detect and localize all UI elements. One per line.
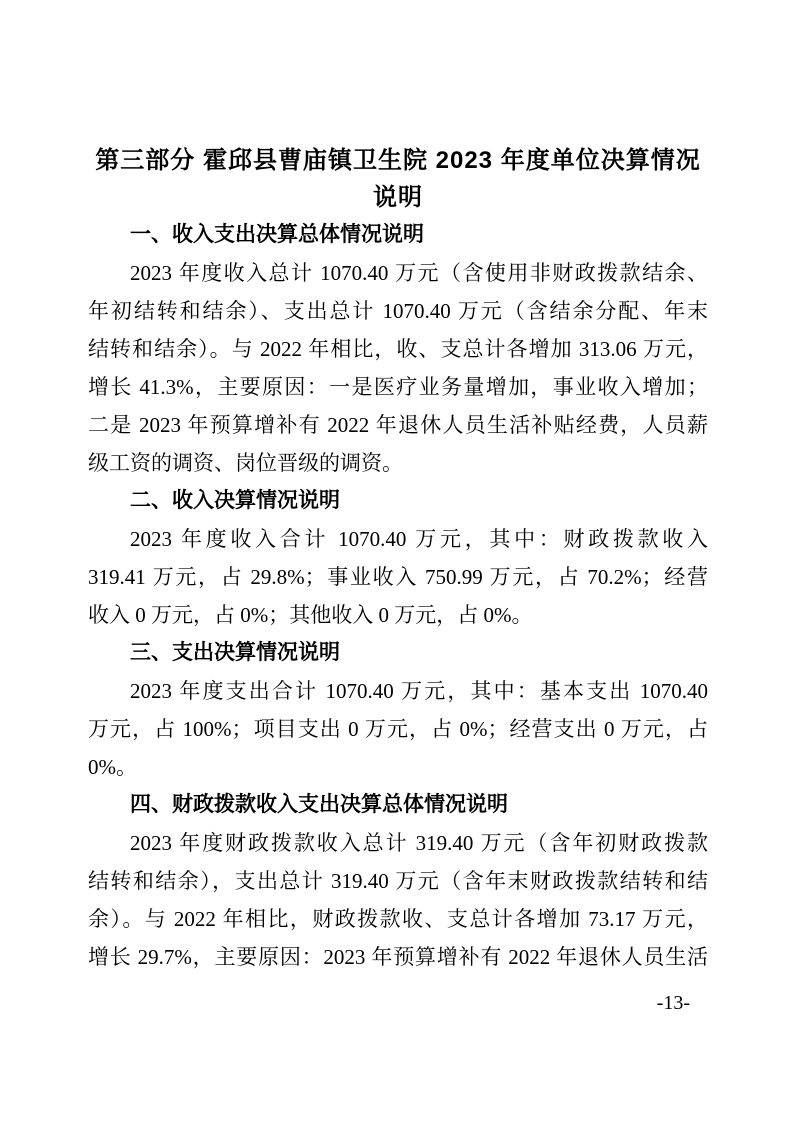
body-line: 结转和结余），支出总计 319.40 万元（含年末财政拨款结转和结 bbox=[88, 869, 708, 893]
section-1-heading: 一、收入支出决算总体情况说明 bbox=[130, 223, 424, 246]
section-income-statement bbox=[88, 482, 708, 634]
body-line: 2023 年度收入合计 1070.40 万元，其中：财政拨款收入 bbox=[130, 527, 708, 551]
document-title-line2: 说明 bbox=[373, 184, 423, 211]
document-title-line1: 第三部分 霍邱县曹庙镇卫生院 2023 年度单位决算情况 bbox=[95, 147, 701, 174]
body-line: 万元，占 100%；项目支出 0 万元，占 0%；经营支出 0 万元，占 bbox=[88, 717, 708, 741]
body-line: 2023 年度支出合计 1070.40 万元，其中：基本支出 1070.40 bbox=[130, 679, 708, 703]
section-3-heading: 三、支出决算情况说明 bbox=[130, 641, 340, 664]
body-line: 2023 年度财政拨款收入总计 319.40 万元（含年初财政拨款 bbox=[130, 831, 708, 855]
body-line: 收入 0 万元，占 0%；其他收入 0 万元，占 0%。 bbox=[88, 603, 533, 627]
document-content bbox=[88, 142, 708, 976]
document-title bbox=[88, 142, 708, 216]
body-line: 2023 年度收入总计 1070.40 万元（含使用非财政拨款结余、 bbox=[130, 261, 708, 285]
section-4-heading: 四、财政拨款收入支出决算总体情况说明 bbox=[130, 793, 508, 816]
section-expenditure-statement bbox=[88, 634, 708, 786]
body-line: 二是 2023 年预算增补有 2022 年退休人员生活补贴经费，人员薪 bbox=[88, 413, 708, 437]
body-line: 增长 41.3%，主要原因：一是医疗业务量增加，事业收入增加； bbox=[88, 375, 708, 399]
section-income-expenditure-overview bbox=[88, 216, 708, 482]
body-line: 0%。 bbox=[88, 755, 137, 779]
page-number: -13- bbox=[656, 992, 690, 1014]
body-line: 增长 29.7%，主要原因：2023 年预算增补有 2022 年退休人员生活 bbox=[88, 945, 708, 969]
body-line: 结转和结余）。与 2022 年相比，收、支总计各增加 313.06 万元， bbox=[88, 337, 708, 361]
body-line: 级工资的调资、岗位晋级的调资。 bbox=[88, 451, 403, 475]
section-2-heading: 二、收入决算情况说明 bbox=[130, 489, 340, 512]
body-line: 年初结转和结余）、支出总计 1070.40 万元（含结余分配、年末 bbox=[88, 299, 708, 323]
body-line: 319.41 万元，占 29.8%；事业收入 750.99 万元，占 70.2%；经营 bbox=[88, 565, 708, 589]
body-line: 余）。与 2022 年相比，财政拨款收、支总计各增加 73.17 万元， bbox=[88, 907, 708, 931]
section-fiscal-appropriation-overview bbox=[88, 786, 708, 976]
